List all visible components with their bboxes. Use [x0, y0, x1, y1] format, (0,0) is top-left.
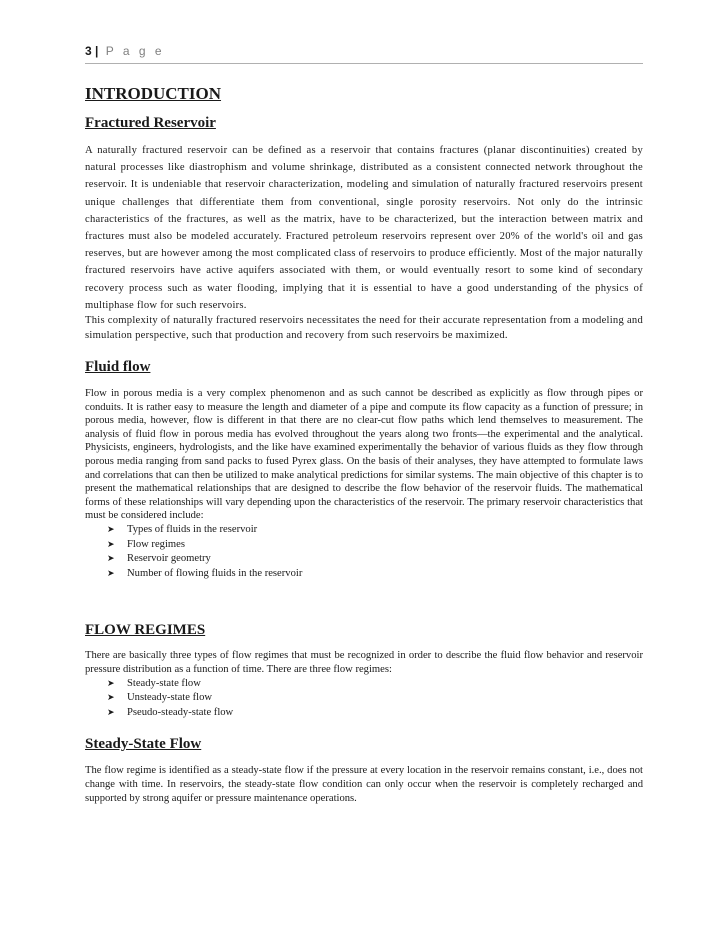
list-item — [107, 677, 643, 692]
fractured-reservoir-heading: Fractured Reservoir — [85, 115, 216, 131]
list-item-text: Pseudo-steady-state flow — [127, 706, 234, 718]
fractured-reservoir-paragraph-2: This complexity of naturally fractured reservoirs necessitates the need for their accurate representation from a modeling and simulation perspective, such that production and recovery from such reservoirs be maximized. — [85, 315, 643, 341]
arrowhead-bullet-icon: ➤ — [107, 707, 115, 718]
page-label: P a g e — [105, 44, 165, 58]
page-separator: | — [95, 44, 99, 58]
steady-state-flow-paragraph: The flow regime is identified as a steady-state flow if the pressure at every location in the reservoir remains constant, i.e., does not change with time. In reservoirs, the steady-state flow condition can only occur when the reservoir is completely recharged and supported by strong aquifer or pressure maintenance operations. — [85, 765, 643, 804]
page-number: 3 — [85, 44, 92, 58]
list-item-text: Reservoir geometry — [127, 553, 211, 565]
introduction-heading: INTRODUCTION — [85, 84, 222, 103]
list-item-text: Types of fluids in the reservoir — [127, 523, 258, 535]
arrowhead-bullet-icon: ➤ — [107, 554, 115, 565]
arrowhead-bullet-icon: ➤ — [107, 568, 115, 579]
arrowhead-bullet-icon: ➤ — [107, 524, 115, 535]
list-item — [107, 691, 643, 706]
page-header — [85, 44, 645, 58]
steady-state-flow-heading: Steady-State Flow — [85, 736, 202, 753]
list-item — [107, 538, 643, 553]
list-item-text: Steady-state flow — [127, 677, 201, 689]
flow-regimes-heading: FLOW REGIMES — [85, 622, 206, 639]
list-item — [107, 567, 643, 582]
flow-regimes-paragraph: There are basically three types of flow regimes that must be recognized in order to describe the fluid flow behavior and reservoir pressure distribution as a function of time. There are three flow regimes: — [85, 650, 643, 675]
arrowhead-bullet-icon: ➤ — [107, 539, 115, 550]
list-item — [107, 523, 643, 538]
arrowhead-bullet-icon: ➤ — [107, 678, 115, 689]
reservoir-characteristics-list — [85, 523, 643, 581]
list-item-text: Number of flowing fluids in the reservoir — [127, 567, 303, 579]
header-rule — [85, 63, 643, 64]
list-item-text: Unsteady-state flow — [127, 692, 213, 704]
page-content — [85, 84, 643, 805]
list-item-text: Flow regimes — [127, 538, 185, 550]
fluid-flow-heading: Fluid flow — [85, 359, 151, 376]
fractured-reservoir-paragraph-1: A naturally fractured reservoir can be defined as a reservoir that contains fractures (planar discontinuities) created by natural processes like diastrophism and volume shrinkage, distributed as a consistent connected network throughout the reservoir. It is undeniable that reservoir characterization, modeling and simulation of naturally fractured reservoirs present unique challenges that differentiate them from conventional, single porosity reservoirs. Not only do the intrinsic characteristics of the fractures, as well as the matrix, have to be characterized, but the interaction between matrix and fractures must also be modeled accurately. Fractured petroleum reservoirs represent over 20% of the world's oil and gas reserves, but are however among the most complicated class of reservoirs to produce efficiently. Most of the major naturally fractured reservoirs have active aquifers associated with them, or would eventually resort to some kind of secondary recovery process such as water flooding, implying that it is essential to have a good understanding of the physics of multiphase flow for such reservoirs. — [85, 145, 643, 311]
list-item — [107, 552, 643, 567]
list-item — [107, 706, 643, 721]
fluid-flow-paragraph: Flow in porous media is a very complex phenomenon and as such cannot be described as explicitly as flow through pipes or conduits. It is rather easy to measure the length and diameter of a pipe and compute its flow capacity as a function of pressure; in porous media, however, flow is different in that there are no clear-cut flow paths which lend themselves to measurement. The analysis of fluid flow in porous media has evolved throughout the years along two fronts—the experimental and the analytical. Physicists, engineers, hydrologists, and the like have examined experimentally the behavior of various fluids as they flow through porous media ranging from sand packs to fused Pyrex glass. On the basis of their analyses, they have attempted to formulate laws and correlations that can then be utilized to make analytical predictions for similar systems. The main objective of this chapter is to present the mathematical relationships that are designed to describe the flow behavior of the reservoir fluids. The mathematical forms of these relationships will vary depending upon the characteristics of the reservoir. The primary reservoir characteristics that must be considered include: — [85, 388, 643, 522]
arrowhead-bullet-icon: ➤ — [107, 693, 115, 704]
flow-regimes-list — [85, 677, 643, 721]
